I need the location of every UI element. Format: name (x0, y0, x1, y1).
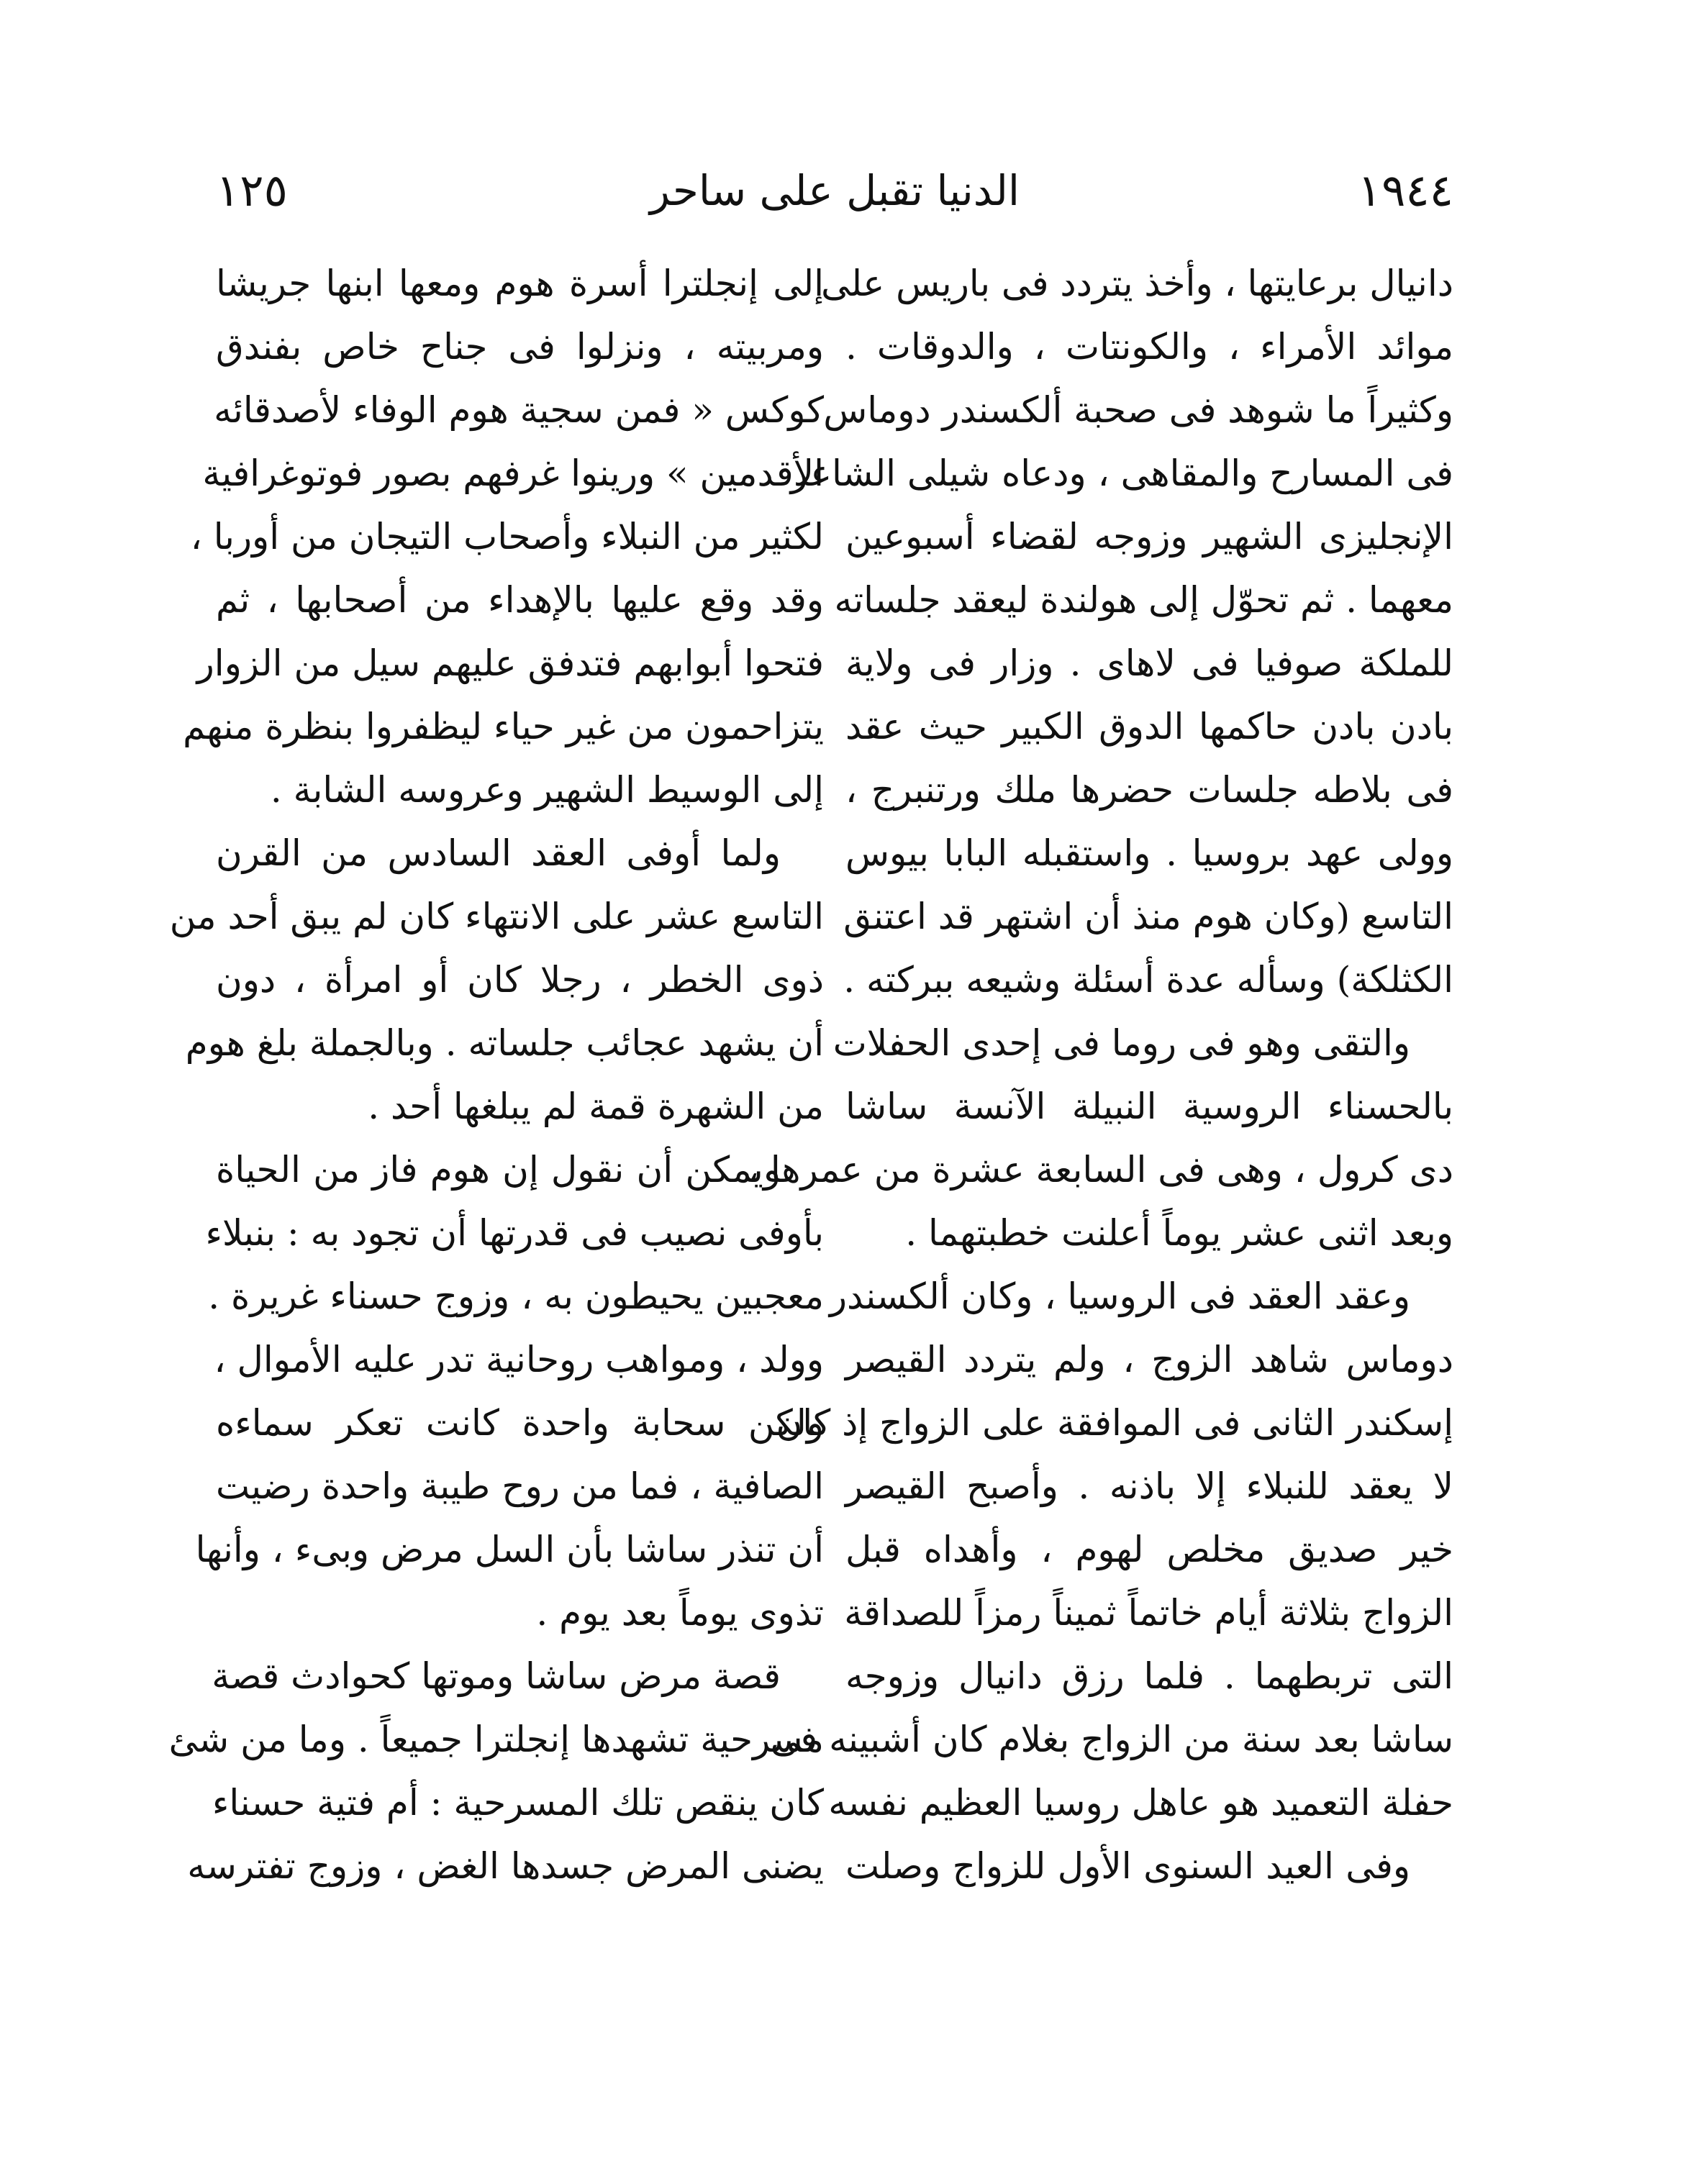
text-line: كان ينقص تلك المسرحية : أم فتية حسناء (212, 1782, 824, 1824)
text-line: لا يعقد للنبلاء إلا باذنه . وأصبح القيصر (845, 1465, 1453, 1507)
text-line: ومربيته ، ونزلوا فى جناح خاص بفندق (216, 326, 824, 368)
text-line: وكثيراً ما شوهد فى صحبة ألكسندر دوماس (823, 389, 1453, 431)
text-line: كوكس « فمن سجية هوم الوفاء لأصدقائه (214, 389, 824, 431)
text-line: أن تنذر ساشا بأن السل مرض وبىء ، وأنها (195, 1529, 824, 1570)
text-line: وبعد اثنى عشر يوماً أعلنت خطبتهما . (905, 1212, 1453, 1254)
page-number: ١٢٥ (216, 164, 288, 217)
text-line: وفى العيد السنوى الأول للزواج وصلت (845, 1845, 1410, 1887)
text-line: دى كرول ، وهى فى السابعة عشرة من عمرها ، (747, 1149, 1453, 1191)
text-line: إلى إنجلترا أسرة هوم ومعها ابنها جريشا (216, 263, 824, 304)
text-line: تذوى يوماً بعد يوم . (536, 1592, 824, 1634)
text-line: الصافية ، فما من روح طيبة واحدة رضيت (216, 1465, 824, 1507)
text-line: الكثلكة) وسأله عدة أسئلة وشيعه ببركته . (843, 959, 1453, 1001)
text-line: معجبين يحيطون به ، وزوج حسناء غريرة . (208, 1275, 824, 1317)
text-line: الأقدمين » ورينوا غرفهم بصور فوتوغرافية (202, 452, 824, 494)
text-line: قصة مرض ساشا وموتها كحوادث قصة (212, 1655, 781, 1697)
text-line: التى تربطهما . فلما رزق دانيال وزوجه (845, 1655, 1453, 1697)
text-line: معهما . ثم تحوّل إلى هولندة ليعقد جلساته (834, 579, 1453, 621)
text-line: ولما أوفى العقد السادس من القرن (216, 832, 781, 874)
text-line: ولكن سحابة واحدة كانت تعكر سماءه (216, 1402, 824, 1444)
text-line: وعقد العقد فى الروسيا ، وكان ألكسندر (829, 1275, 1410, 1317)
text-line: ساشا بعد سنة من الزواج بغلام كان أشبينه فى (770, 1719, 1453, 1760)
text-line: وولد ، ومواهب روحانية تدر عليه الأموال ، (214, 1339, 824, 1380)
text-line: ذوى الخطر ، رجلا كان أو امرأة ، دون (216, 959, 824, 1001)
chapter-title: الدنيا تقبل على ساحر (649, 166, 1020, 215)
text-line: الإنجليزى الشهير وزوجه لقضاء أسبوعين (845, 516, 1453, 558)
text-line: بادن بادن حاكمها الدوق الكبير حيث عقد (845, 706, 1453, 747)
text-line: دوماس شاهد الزوج ، ولم يتردد القيصر (845, 1339, 1453, 1380)
text-line: يضنى المرض جسدها الغض ، وزوج تفترسه (187, 1845, 824, 1887)
text-line: للملكة صوفيا فى لاهاى . وزار فى ولاية (845, 642, 1453, 684)
text-line: فى المسارح والمقاهى ، ودعاه شيلى الشاعر (790, 452, 1453, 494)
text-line: أن يشهد عجائب جلساته . وبالجملة بلغ هوم (185, 1022, 824, 1064)
text-line: بالحسناء الروسية النبيلة الآنسة ساشا (845, 1086, 1453, 1127)
right-text-column (747, 252, 1453, 1898)
text-line: فتحوا أبوابهم فتدفق عليهم سيل من الزوار (196, 642, 824, 684)
text-line: ويمكن أن نقول إن هوم فاز من الحياة (216, 1149, 781, 1191)
text-line: إسكندر الثانى فى الموافقة على الزواج إذ كان (776, 1402, 1453, 1444)
text-line: خير صديق مخلص لهوم ، وأهداه قبل (845, 1529, 1453, 1570)
text-line: من الشهرة قمة لم يبلغها أحد . (368, 1086, 824, 1127)
text-line: يتزاحمون من غير حياء ليظفروا بنظرة منهم (183, 706, 824, 747)
text-line: إلى الوسيط الشهير وعروسه الشابة . (270, 769, 824, 811)
text-line: بأوفى نصيب فى قدرتها أن تجود به : بنبلاء (205, 1212, 824, 1254)
text-line: مسرحية تشهدها إنجلترا جميعاً . وما من شئ (168, 1719, 824, 1760)
text-line: التاسع عشر على الانتهاء كان لم يبق أحد من (169, 896, 824, 937)
text-line: لكثير من النبلاء وأصحاب التيجان من أوربا ، (190, 516, 824, 558)
text-line: فى بلاطه جلسات حضرها ملك ورتنبرج ، (845, 769, 1453, 811)
text-line: التاسع (وكان هوم منذ أن اشتهر قد اعتنق (843, 896, 1453, 937)
text-line: وولى عهد بروسيا . واستقبله البابا بيوس (845, 832, 1453, 874)
text-line: والتقى وهو فى روما فى إحدى الحفلات (832, 1022, 1410, 1064)
text-line: وقد وقع عليها بالإهداء من أصحابها ، ثم (216, 579, 824, 621)
header-year: ١٩٤٤ (1357, 164, 1453, 217)
text-line: دانيال برعايتها ، وأخذ يتردد فى باريس على (821, 263, 1453, 304)
running-header (216, 162, 1453, 227)
text-line: موائد الأمراء ، والكونتات ، والدوقات . (845, 326, 1453, 368)
text-line: حفلة التعميد هو عاهل روسيا العظيم نفسه . (805, 1782, 1453, 1824)
left-text-column (168, 252, 824, 1898)
text-line: الزواج بثلاثة أيام خاتماً ثميناً رمزاً للصداقة (844, 1592, 1453, 1634)
